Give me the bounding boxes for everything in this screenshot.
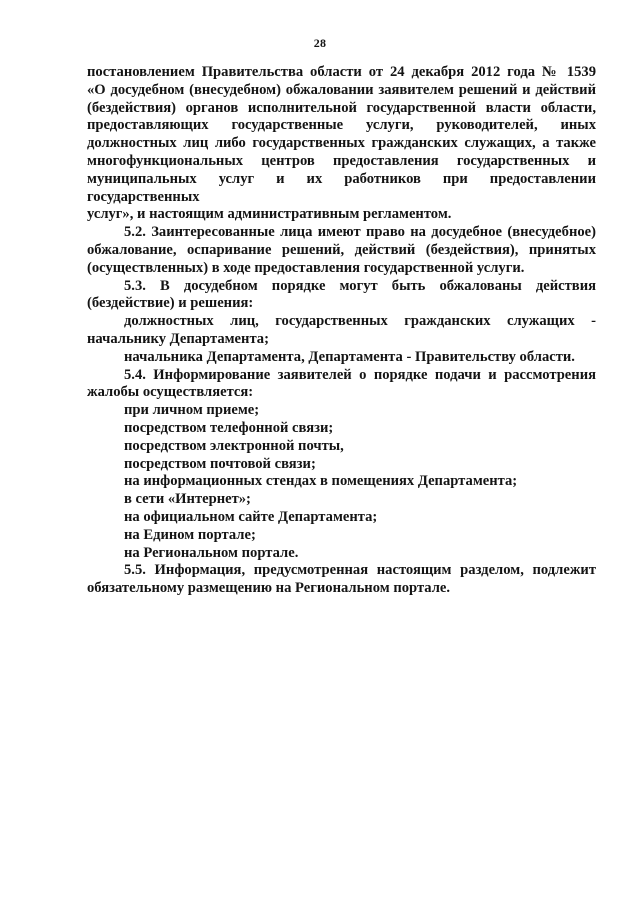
text-line: при личном приеме; <box>124 402 260 419</box>
text-line: постановлением Правительства области от 24 декабря 2012 года № 1539 <box>87 64 596 80</box>
text-line: посредством телефонной связи; <box>124 419 334 436</box>
text-line: на информационных стендах в помещениях Департамента; <box>124 473 518 490</box>
text-line: 5.2. Заинтересованные лица имеют право на досудебное (внесудебное) <box>124 224 596 241</box>
text-line: (бездействие) и решения: <box>87 295 254 312</box>
text-line: муниципальных услуг и их работников при предоставлении государственных <box>87 170 596 205</box>
text-line: обжалование, оспаривание решений, действий (бездействия), принятых <box>87 241 596 258</box>
text-line: обязательному размещению на Региональном портале. <box>87 580 451 597</box>
text-line: 5.5. Информация, предусмотренная настоящим разделом, подлежит <box>124 562 596 579</box>
text-line: на Региональном портале. <box>124 544 299 561</box>
text-line: на официальном сайте Департамента; <box>124 508 378 525</box>
page-number: 28 <box>313 36 327 50</box>
text-line: многофункциональных центров предоставления государственных и <box>87 152 596 169</box>
text-line: (осуществленных) в ходе предоставления государственной услуги. <box>87 259 525 276</box>
text-line: 5.4. Информирование заявителей о порядке подачи и рассмотрения <box>124 366 596 383</box>
text-line: посредством почтовой связи; <box>124 455 316 472</box>
text-line: начальника Департамента, Департамента - Правительству области. <box>124 348 575 365</box>
text-line: должностных лиц либо государственных гражданских служащих, а также <box>87 135 596 152</box>
text-line: услуг», и настоящим административным регламентом. <box>87 206 452 223</box>
text-line: предоставляющих государственные услуги, руководителей, иных <box>87 117 596 134</box>
text-line: должностных лиц, государственных гражданских служащих - <box>124 313 596 330</box>
text-line: (бездействия) органов исполнительной государственной власти области, <box>87 99 596 116</box>
document-body <box>87 64 596 598</box>
text-line: 5.3. В досудебном порядке могут быть обжалованы действия <box>124 277 596 294</box>
text-line: начальнику Департамента; <box>87 330 269 347</box>
text-line: в сети «Интернет»; <box>124 491 251 508</box>
text-line: на Едином портале; <box>124 526 256 543</box>
text-line: посредством электронной почты, <box>124 437 344 454</box>
text-line: жалобы осуществляется: <box>87 384 254 401</box>
text-line: «О досудебном (внесудебном) обжаловании заявителем решений и действий <box>87 81 596 98</box>
